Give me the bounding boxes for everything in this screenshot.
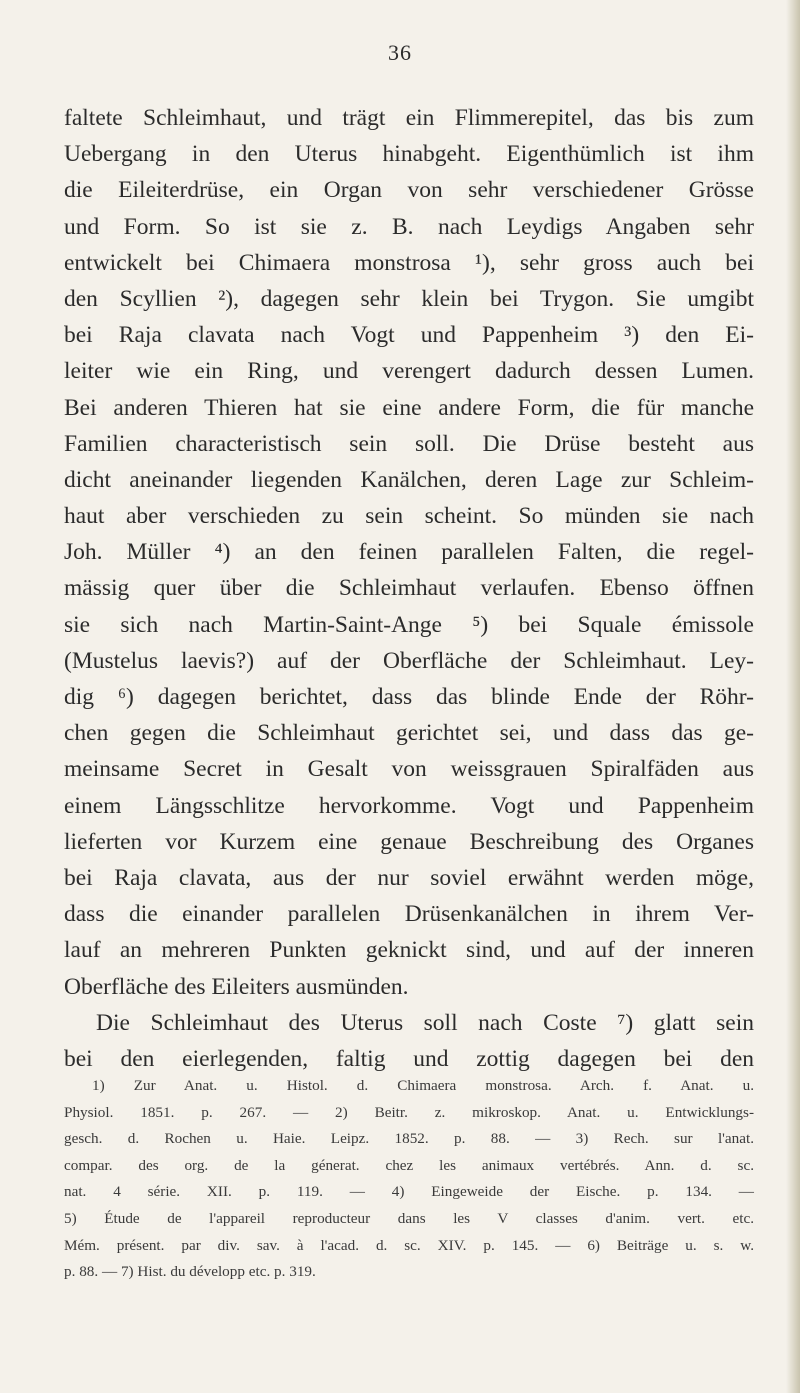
footnote-line: p. 88. — 7) Hist. du développ etc. p. 319.	[64, 1263, 316, 1281]
footnote-line: nat. 4 série. XII. p. 119. — 4) Eingeweide der Eische. p. 134. —	[64, 1183, 754, 1201]
footnote-line: compar. des org. de la génerat. chez les animaux vertébrés. Ann. d. sc.	[64, 1156, 754, 1174]
text-line: lauf an mehreren Punkten geknickt sind, und auf der inneren	[64, 937, 754, 964]
page-number: 36	[388, 40, 412, 65]
text-line: den Scyllien ²), dagegen sehr klein bei Trygon. Sie umgibt	[64, 285, 754, 312]
text-line: Joh. Müller ⁴) an den feinen parallelen Falten, die regel-	[64, 539, 754, 566]
text-line: dass die einander parallelen Drüsenkanälchen in ihrem Ver-	[64, 901, 754, 928]
text-line: dig ⁶) dagegen berichtet, dass das blinde Ende der Röhr-	[64, 684, 754, 710]
text-line: Uebergang in den Uterus hinabgeht. Eigenthümlich ist ihm	[64, 141, 754, 168]
text-line: sie sich nach Martin-Saint-Ange ⁵) bei Squale émissole	[64, 611, 754, 638]
text-line: Oberfläche des Eileiters ausmünden.	[64, 973, 409, 1000]
body-text	[64, 100, 754, 1077]
text-line: einem Längsschlitze hervorkomme. Vogt und Pappenheim	[64, 792, 754, 819]
text-line: mässig quer über die Schleimhaut verlaufen. Ebenso öffnen	[64, 575, 754, 602]
text-line: bei den eierlegenden, faltig und zottig dagegen bei den	[64, 1045, 754, 1072]
text-line: Familien characteristisch sein soll. Die Drüse besteht aus	[64, 430, 754, 457]
footnote-line: 1) Zur Anat. u. Histol. d. Chimaera monstrosa. Arch. f. Anat. u.	[92, 1077, 754, 1094]
footnote-line: 5) Étude de l'appareil reproducteur dans les V classes d'anim. vert. etc.	[64, 1209, 754, 1227]
text-line: Die Schleimhaut des Uterus soll nach Coste ⁷) glatt sein	[96, 1009, 754, 1036]
footnote-line: Physiol. 1851. p. 267. — 2) Beitr. z. mikroskop. Anat. u. Entwicklungs-	[64, 1103, 754, 1121]
text-line: chen gegen die Schleimhaut gerichtet sei, und dass das ge-	[64, 720, 754, 747]
footnotes	[64, 1073, 754, 1286]
footnote-line: Mém. présent. par div. sav. à l'acad. d. sc. XIV. p. 145. — 6) Beiträge u. s. w.	[64, 1236, 754, 1254]
text-line: und Form. So ist sie z. B. nach Leydigs Angaben sehr	[64, 213, 754, 240]
text-line: bei Raja clavata, aus der nur soviel erwähnt werden möge,	[64, 864, 754, 891]
footnote-line: gesch. d. Rochen u. Haie. Leipz. 1852. p. 88. — 3) Rech. sur l'anat.	[64, 1130, 754, 1148]
text-line: lieferten vor Kurzem eine genaue Beschreibung des Organes	[64, 828, 754, 855]
text-line: entwickelt bei Chimaera monstrosa ¹), sehr gross auch bei	[64, 249, 754, 276]
text-line: meinsame Secret in Gesalt von weissgrauen Spiralfäden aus	[64, 756, 754, 783]
page-edge-shadow	[786, 0, 800, 1393]
text-line: (Mustelus laevis?) auf der Oberfläche der Schleimhaut. Ley-	[64, 647, 754, 674]
text-line: haut aber verschieden zu sein scheint. So münden sie nach	[64, 503, 754, 530]
text-line: dicht aneinander liegenden Kanälchen, deren Lage zur Schleim-	[64, 466, 754, 493]
text-line: Bei anderen Thieren hat sie eine andere Form, die für manche	[64, 394, 754, 421]
text-line: faltete Schleimhaut, und trägt ein Flimmerepitel, das bis zum	[64, 105, 754, 131]
text-line: bei Raja clavata nach Vogt und Pappenheim ³) den Ei-	[64, 322, 754, 349]
text-line: leiter wie ein Ring, und verengert dadurch dessen Lumen.	[64, 358, 754, 385]
text-line: die Eileiterdrüse, ein Organ von sehr verschiedener Grösse	[64, 177, 754, 204]
